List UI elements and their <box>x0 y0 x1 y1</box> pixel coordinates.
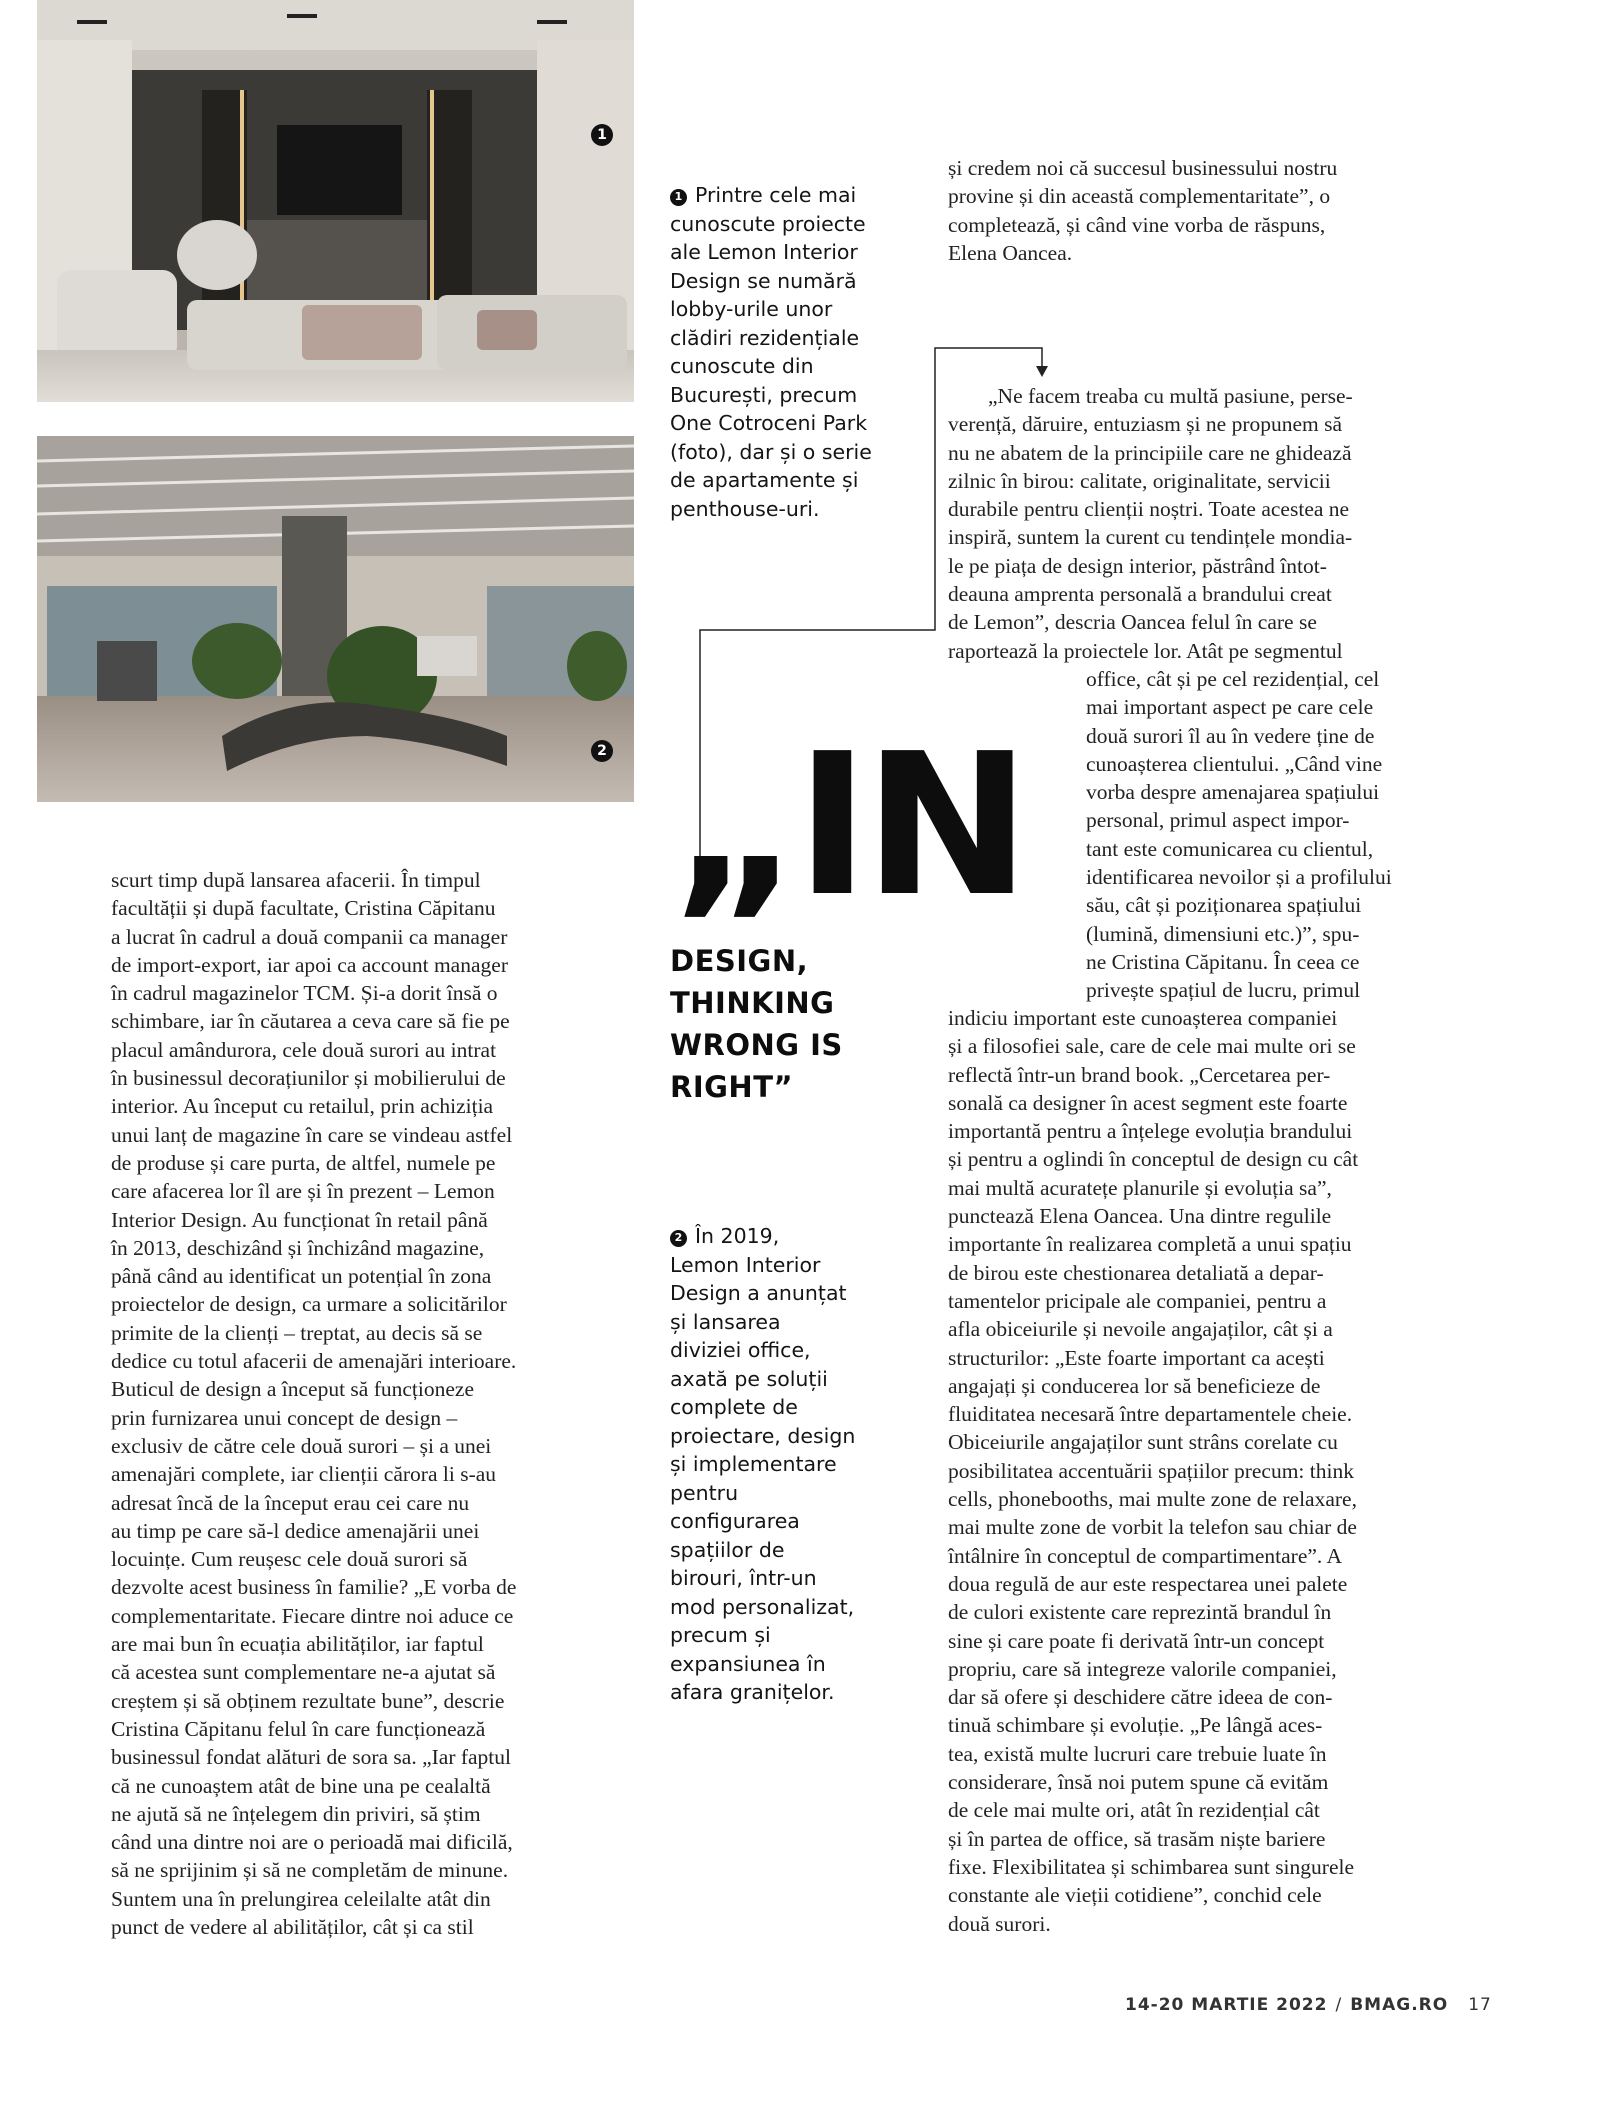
body-line: care afacerea lor îl are și în prezent – Lemon <box>111 1179 495 1204</box>
body-line: proiectelor de design, ca urmare a solicitărilor <box>111 1292 507 1317</box>
body-line: și credem noi că succesul businessului nostru <box>948 156 1338 180</box>
body-line: Buticul de design a început să funcționeze <box>111 1377 474 1402</box>
pull-quote-line: RIGHT” <box>670 1070 794 1104</box>
body-line: ne Cristina Căpitanu. În ceea ce <box>1086 949 1360 974</box>
body-line: primite de la clienți – treptat, au decis să se <box>111 1320 483 1345</box>
body-line: au timp pe care să-l dedice amenajării unei <box>111 1518 480 1543</box>
body-line: de Lemon”, descria Oancea felul în care se <box>948 610 1317 635</box>
body-line: punctează Elena Oancea. Una dintre regulile <box>948 1204 1332 1229</box>
body-line: posibilitatea accentuării spațiilor precum: think <box>948 1458 1354 1483</box>
caption-line: axată pe soluții <box>670 1366 828 1391</box>
site-link[interactable]: BMAG.RO <box>1350 1995 1449 2015</box>
caption-line: spațiilor de <box>670 1537 785 1562</box>
caption-line: și lansarea <box>670 1309 781 1334</box>
caption-line: One Cotroceni Park <box>670 411 868 435</box>
body-line: locuințe. Cum reușesc cele două surori să <box>111 1547 468 1572</box>
caption-line: pentru <box>670 1480 739 1505</box>
pull-quote-line: THINKING <box>670 986 835 1020</box>
body-line: angajați și conducerea lor să beneficieze de <box>948 1373 1321 1398</box>
body-line: durabile pentru clienții noștri. Toate acestea ne <box>948 497 1350 522</box>
pull-quote-text <box>670 940 843 1108</box>
photo-office-lobby <box>37 436 634 802</box>
body-line: să ne sprijinim și să ne completăm de minune. <box>111 1858 509 1883</box>
body-line: deauna amprenta personală a brandului creat <box>948 582 1332 607</box>
body-line: de birou este chestionarea detaliată a depar- <box>948 1260 1324 1285</box>
body-line: considerare, însă noi putem spune că evităm <box>948 1770 1329 1795</box>
body-column-right-b <box>1086 665 1392 1005</box>
caption-line: expansiunea în <box>670 1651 826 1676</box>
body-line: amenajări complete, iar clienții cărora li s-au <box>111 1462 497 1487</box>
body-line: indiciu important este cunoașterea companiei <box>948 1006 1338 1030</box>
caption-line: și implementare <box>670 1452 837 1476</box>
body-line: facultății și după facultate, Cristina Căpitanu <box>111 896 496 921</box>
body-line: vorba despre amenajarea spațiului <box>1086 780 1380 805</box>
body-line: sine și care poate fi derivată într-un concept <box>948 1628 1325 1653</box>
caption-line: penthouse-uri. <box>670 496 820 521</box>
body-line: și în partea de office, să trasăm niște bariere <box>948 1826 1326 1851</box>
body-line: dedice cu totul afacerii de amenajări interioare. <box>111 1349 517 1374</box>
body-line: de cele mai multe ori, atât în rezidențial cât <box>948 1798 1320 1823</box>
body-line: inspiră, suntem la curent cu tendințele mondia- <box>948 525 1353 550</box>
caption-line: Lemon Interior <box>670 1252 821 1277</box>
body-line: „Ne facem treaba cu multă pasiune, perse- <box>988 384 1353 408</box>
body-line: de import-export, iar apoi ca account manager <box>111 952 508 977</box>
body-line: și pentru a oglindi în conceptul de design cu cât <box>948 1147 1359 1172</box>
body-line: completează, și când vine vorba de răspuns, <box>948 212 1326 237</box>
body-line: său, cât și poziționarea spațiului <box>1086 893 1362 918</box>
body-line: a lucrat în cadrul a două companii ca manager <box>111 924 508 949</box>
body-line: mai important aspect pe care cele <box>1086 695 1374 720</box>
caption-line: cunoscute din <box>670 354 814 378</box>
body-line: scurt timp după lansarea afacerii. În timpul <box>111 868 481 892</box>
caption-marker-2: 2 <box>670 1230 687 1247</box>
body-line: doua regulă de aur este respectarea unei palete <box>948 1571 1348 1596</box>
body-line: de produse și care purta, de altfel, numele pe <box>111 1150 496 1175</box>
body-line: constante ale vieții cotidiene”, conchid cele <box>948 1883 1322 1908</box>
photo-marker-1: 1 <box>591 124 613 146</box>
body-line: prin furnizarea unui concept de design – <box>111 1405 458 1430</box>
body-line: reflectă într-un brand book. „Cercetarea per- <box>948 1062 1331 1087</box>
caption-line: afara granițelor. <box>670 1680 835 1704</box>
body-line: tea, există multe lucruri care trebuie luate în <box>948 1741 1327 1766</box>
pull-quote-line: WRONG IS <box>670 1028 843 1062</box>
body-line: importantă pentru a înțelege evoluția brandului <box>948 1119 1353 1144</box>
body-line: verență, dăruire, entuziasm și ne propunem să <box>948 412 1343 437</box>
body-line: adresat încă de la început erau cei care nu <box>111 1490 470 1515</box>
body-line: nu ne abatem de la principiile care ne ghidează <box>948 440 1352 465</box>
caption-line: clădiri rezidențiale <box>670 325 860 350</box>
caption-line: configurarea <box>670 1509 800 1533</box>
pull-quote-line: DESIGN, <box>670 944 809 978</box>
body-line: cunoașterea clientului. „Când vine <box>1086 751 1383 776</box>
pull-quote-big: „IN <box>670 712 1025 940</box>
body-line: Interior Design. Au funcționat în retail până <box>111 1207 488 1232</box>
caption-line: lobby-urile unor <box>670 297 833 321</box>
body-line: mai multe zone de vorbit la telefon sau chiar de <box>948 1515 1357 1540</box>
body-line: creștem și să obținem rezultate bune”, descrie <box>111 1688 505 1713</box>
body-line: Elena Oancea. <box>948 240 1073 265</box>
body-line: dezvolte acest business în familie? „E vorba de <box>111 1575 517 1600</box>
body-line: provine și din această complementaritate”, o <box>948 184 1331 209</box>
body-line: (lumină, dimensiuni etc.)”, spu- <box>1086 921 1360 946</box>
body-line: businessul fondat alături de sora sa. „Iar faptul <box>111 1745 512 1770</box>
caption-line: Printre cele mai <box>695 183 857 207</box>
body-line: Obiceiurile angajaților sunt strâns corelate cu <box>948 1430 1338 1455</box>
body-line: de culori existente care reprezintă brandul în <box>948 1600 1332 1625</box>
body-line: că ne cunoaștem atât de bine una pe cealaltă <box>111 1773 491 1798</box>
body-line: dar să ofere și deschidere către ideea de con- <box>948 1685 1333 1710</box>
body-line: afla obiceiurile și nevoile angajaților, cât și a <box>948 1317 1333 1342</box>
body-line: importante în realizarea completă a unui spațiu <box>948 1232 1352 1257</box>
caption-line: Design se numără <box>670 268 857 293</box>
caption-photo-2 <box>670 1222 855 1707</box>
body-line: tant este comunicarea cu clientul, <box>1086 836 1374 861</box>
body-line: privește spațiul de lucru, primul <box>1086 978 1361 1003</box>
caption-line: birouri, într-un <box>670 1566 817 1590</box>
footer-separator: / <box>1335 1995 1343 2015</box>
body-line: unui lanț de magazine în care se vindeau astfel <box>111 1122 513 1147</box>
body-line: când una dintre noi are o perioadă mai dificilă, <box>111 1830 513 1855</box>
body-line: identificarea nevoilor și a profilului <box>1086 865 1392 890</box>
body-column-right-top <box>948 154 1337 267</box>
body-line: sonală ca designer în acest segment este foarte <box>948 1090 1348 1115</box>
body-line: propriu, care să integreze valorile companiei, <box>948 1656 1337 1681</box>
body-line: are mai bun în ecuația abilităților, iar faptul <box>111 1632 484 1657</box>
photo-lobby-living-room <box>37 0 634 402</box>
body-line: le pe piața de design interior, păstrând întot- <box>948 553 1327 578</box>
caption-line: de apartamente și <box>670 468 859 492</box>
body-line: în 2013, deschizând și închizând magazine, <box>111 1235 485 1260</box>
body-line: două surori. <box>948 1911 1051 1936</box>
body-line: interior. Au început cu retailul, prin achiziția <box>111 1094 494 1119</box>
issue-date: 14-20 MARTIE 2022 <box>1125 1995 1328 2015</box>
body-line: două surori îl au în vedere ține de <box>1086 723 1375 748</box>
caption-line: În 2019, <box>695 1224 780 1248</box>
caption-line: diviziei office, <box>670 1338 811 1362</box>
body-line: placul amândurora, cele două surori au intrat <box>111 1037 497 1062</box>
body-line: exclusiv de către cele două surori – și a unei <box>111 1433 492 1458</box>
body-line: punct de vedere al abilităților, cât și ca stil <box>111 1914 474 1939</box>
body-line: raportează la proiectele lor. Atât pe segmentul <box>948 638 1343 663</box>
body-line: și a filosofiei sale, care de cele mai multe ori se <box>948 1034 1356 1059</box>
body-line: cells, phonebooths, mai multe zone de relaxare, <box>948 1487 1357 1512</box>
body-line: până când au identificat un potențial în zona <box>111 1264 492 1289</box>
body-line: office, cât și pe cel rezidențial, cel <box>1086 667 1380 691</box>
body-line: personal, primul aspect impor- <box>1086 808 1350 833</box>
caption-line: mod personalizat, <box>670 1594 855 1619</box>
body-line: structurilor: „Este foarte important ca acești <box>948 1345 1325 1370</box>
body-line: mai multă acuratețe planurile și evoluția sa”, <box>948 1175 1332 1200</box>
caption-line: (foto), dar și o serie <box>670 439 872 464</box>
caption-photo-1 <box>670 181 872 523</box>
caption-line: ale Lemon Interior <box>670 240 858 264</box>
body-line: fixe. Flexibilitatea și schimbarea sunt singurele <box>948 1854 1355 1879</box>
body-line: întâlnire în conceptul de compartimentare”. A <box>948 1543 1343 1568</box>
body-line: Cristina Căpitanu felul în care funcționează <box>111 1716 486 1741</box>
body-line: ne ajută să ne înțelegem din priviri, să știm <box>111 1801 481 1826</box>
page-number: 17 <box>1468 1995 1492 2015</box>
body-line: că acestea sunt complementare ne-a ajutat să <box>111 1660 496 1685</box>
caption-line: Design a anunțat <box>670 1281 847 1305</box>
body-line: schimbare, iar în căutarea a ceva care să fie pe <box>111 1009 510 1034</box>
body-column-right-a <box>948 382 1353 665</box>
body-line: tinuă schimbare și evoluție. „Pe lângă aces- <box>948 1713 1323 1738</box>
caption-line: București, precum <box>670 382 858 407</box>
caption-marker-1: 1 <box>670 189 687 206</box>
caption-line: complete de <box>670 1395 798 1419</box>
photo-marker-2: 2 <box>591 740 613 762</box>
body-line: în cadrul magazinelor TCM. Și-a dorit însă o <box>111 981 498 1006</box>
body-line: în businessul decorațiunilor și mobilierului de <box>111 1066 506 1091</box>
caption-line: precum și <box>670 1623 771 1647</box>
body-line: fluiditatea necesară între departamentele cheie. <box>948 1402 1353 1427</box>
body-line: complementaritate. Fiecare dintre noi aduce ce <box>111 1603 514 1628</box>
caption-line: cunoscute proiecte <box>670 211 866 236</box>
body-line: tamentelor pricipale ale companiei, pentru a <box>948 1288 1327 1313</box>
caption-line: proiectare, design <box>670 1423 856 1448</box>
body-column-left <box>111 866 516 1941</box>
body-line: zilnic în birou: calitate, originalitate, servicii <box>948 468 1331 493</box>
page-footer <box>1125 1995 1492 2015</box>
body-line: Suntem una în prelungirea celeilalte atât din <box>111 1886 491 1911</box>
body-column-right-c <box>948 1004 1358 1938</box>
